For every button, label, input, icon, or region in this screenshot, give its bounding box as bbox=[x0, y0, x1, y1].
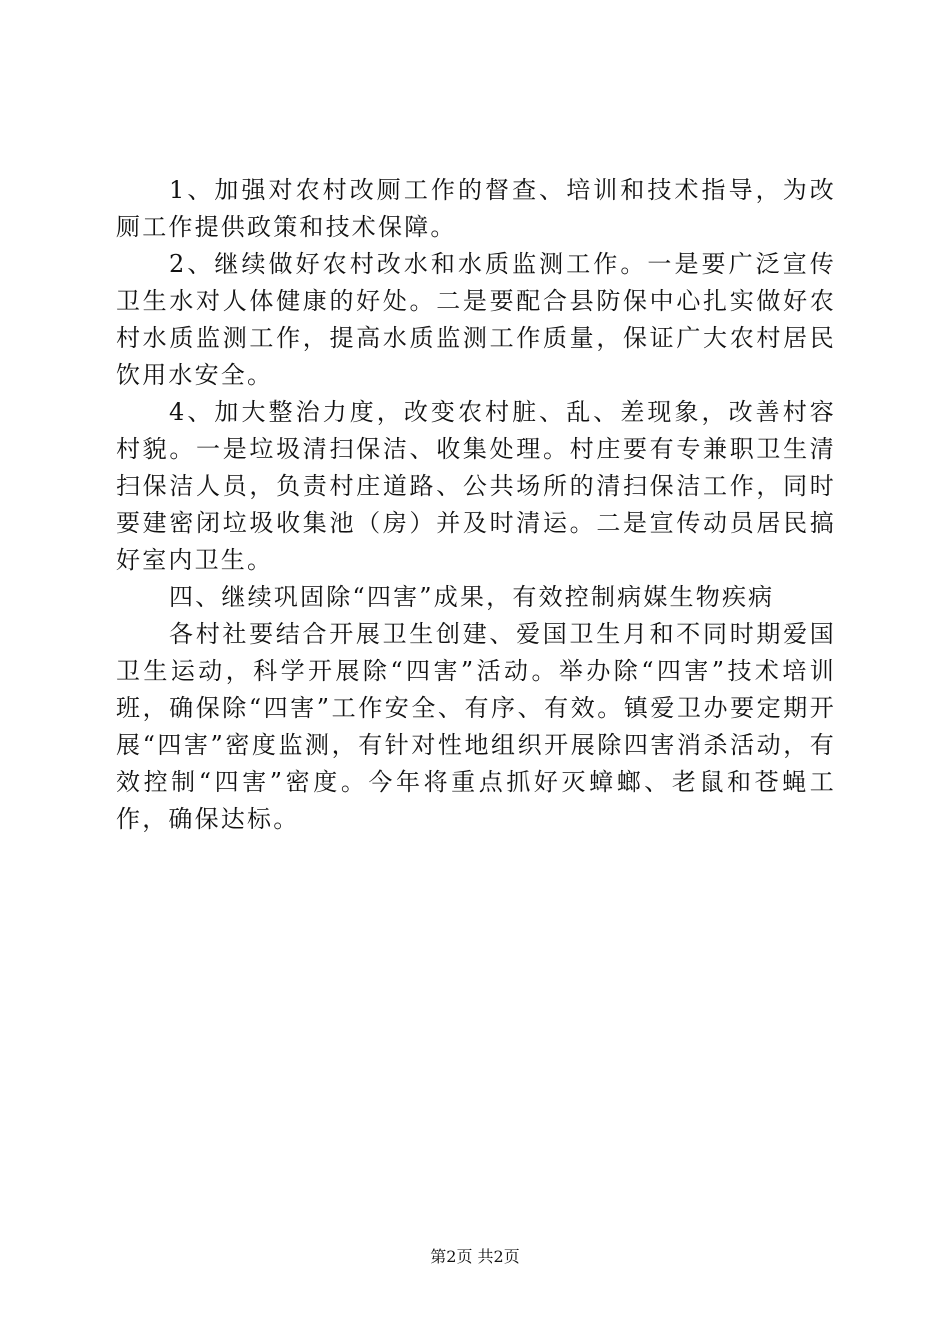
paragraph-pest-control: 各村社要结合开展卫生创建、爱国卫生月和不同时期爱国卫生运动，科学开展除“四害”活动。举办除“四害”技术培训班，确保除“四害”工作安全、有序、有效。镇爱卫办要定期开展“四害”密度监测，有针对性地组织开展除四害消杀活动，有效控制“四害”密度。今年将重点抓好灭蟑螂、老鼠和苍蝇工作，确保达标。 bbox=[116, 620, 836, 833]
paragraph-water-quality: 2、继续做好农村改水和水质监测工作。一是要广泛宣传卫生水对人体健康的好处。二是要配合县防保中心扎实做好农村水质监测工作，提高水质监测工作质量，保证广大农村居民饮用水安全。 bbox=[116, 250, 836, 389]
section-heading-four-pests: 四、继续巩固除“四害”成果，有效控制病媒生物疾病 bbox=[169, 583, 775, 611]
document-body bbox=[116, 172, 836, 838]
paragraph-toilet-renovation: 1、加强对农村改厕工作的督查、培训和技术指导，为改厕工作提供政策和技术保障。 bbox=[116, 176, 836, 241]
page-footer: 第2页 共2页 bbox=[430, 1247, 520, 1266]
paragraph-village-cleanup: 4、加大整治力度，改变农村脏、乱、差现象，改善村容村貌。一是垃圾清扫保洁、收集处理。村庄要有专兼职卫生清扫保洁人员，负责村庄道路、公共场所的清扫保洁工作，同时要建密闭垃圾收集池（房）并及时清运。二是宣传动员居民搞好室内卫生。 bbox=[116, 398, 836, 574]
